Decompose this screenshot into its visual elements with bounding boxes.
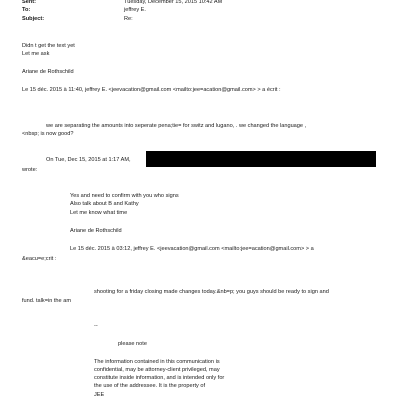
body-line: shooting for a friday closing made changes today.&nb=p; you guys should be ready to sign and [94,289,329,295]
quote-header: Le 15 déc. 2015 à 03:12, jeffrey E. <jeevacation@gmail.com <mailto:jee=acation@gmail.com> > a [70,246,314,252]
body-line: Yes and need to confirm with you who signs [70,193,179,199]
body-line: Didn t get the text yet [22,43,75,49]
body-line: fund. talk=in the am [22,298,71,304]
to-label: To: [22,7,31,13]
quote-header: On Tue, Dec 15, 2015 at 1:17 AM, [46,157,131,163]
body-line: <nbsp; is now good? [22,131,74,137]
disclaimer-line: JEE [94,392,105,398]
disclaimer-line: the use of the addressee. It is the property of [94,383,206,389]
signature-name: Ariane de Rothschild [22,69,74,75]
disclaimer-line: constitute inside information, and is intended only for [94,375,225,381]
body-line: Let me know what time [70,210,128,216]
disclaimer-line: confidential, may be attorney-client privileged, may [94,367,220,373]
disclaimer-line: The information contained in this communication is [94,359,220,365]
redaction-block [146,151,376,167]
separator: -- [94,323,98,329]
subject-value: Re: [124,16,133,22]
sent-label: Sent: [22,0,36,5]
quote-header: wrote: [22,167,38,173]
quote-header: Le 15 déc. 2015 à 11:40, jeffrey E. <jeevacation@gmail.com <mailto:jee=acation@gmail.com> > a écrit : [22,87,281,93]
body-line: Let me ask [22,51,50,57]
signature-name: Ariane de Rothschild [70,228,122,234]
to-value: jeffrey E. [124,7,146,13]
quote-header: &eacu=e;crit : [22,256,57,262]
body-line: Also talk about B and Kathy [70,201,139,207]
notice-heading: please note [118,341,147,347]
sent-value: Tuesday, December 15, 2015 10:42 AM [124,0,223,5]
subject-label: Subject: [22,16,45,22]
body-line: we are separating the amounts into seperate pena;tie= for switz and lugano, . we changed the language , [46,123,307,129]
